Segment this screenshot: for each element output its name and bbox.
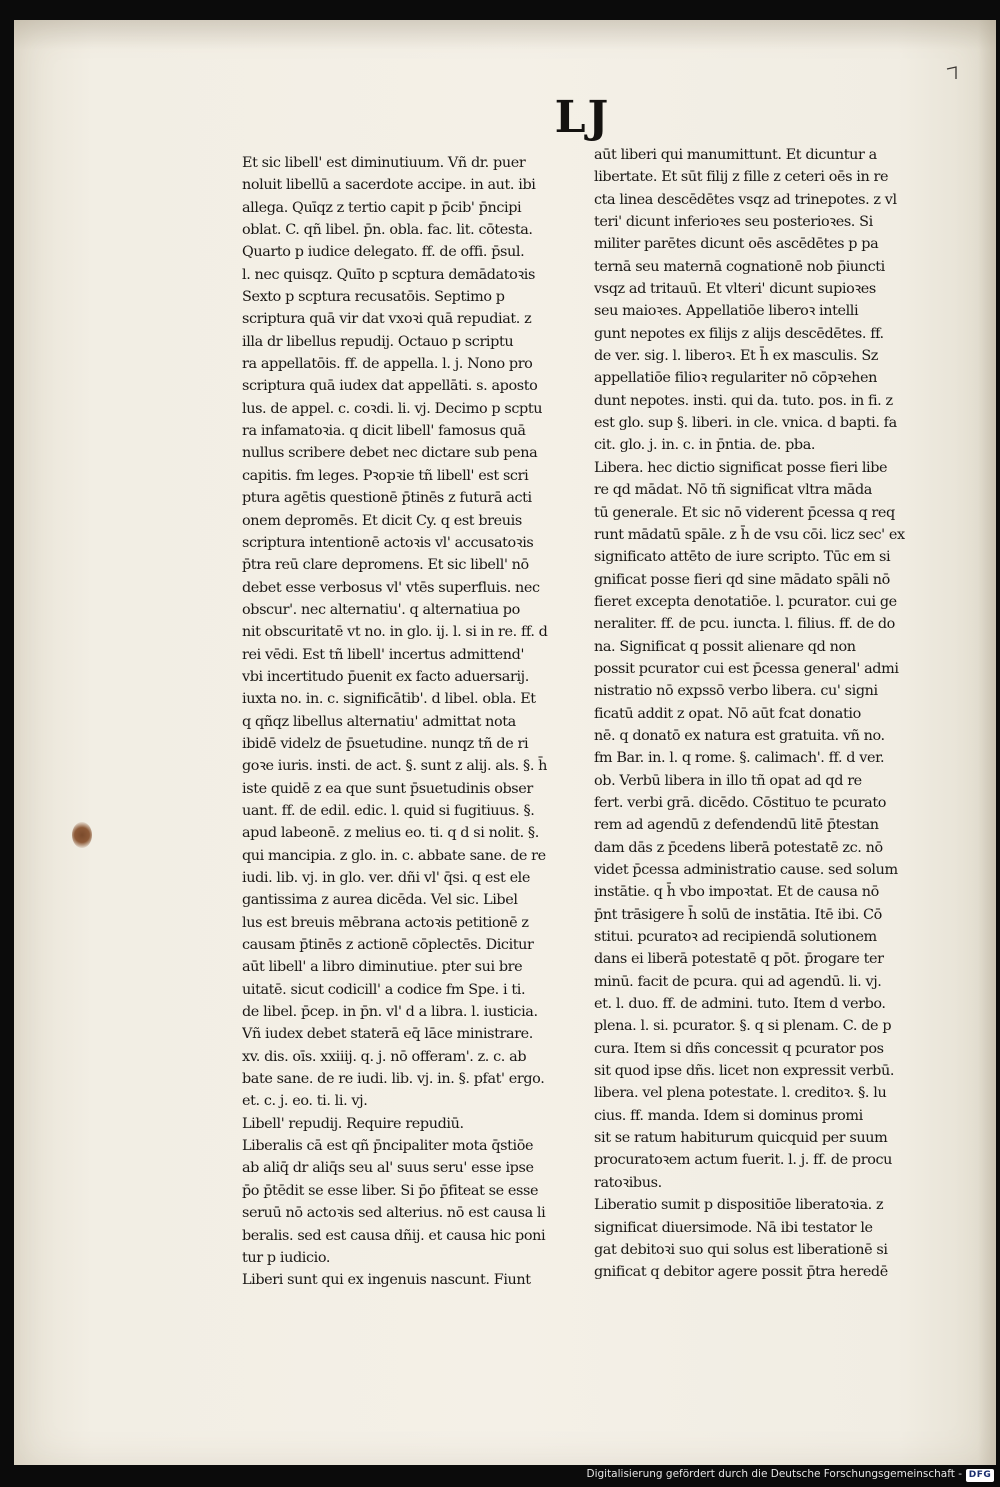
text-line: fieret excepta denotatiōe. l. pcurator. cui ge [594,593,897,610]
text-line: libera. vel plena potestate. l. creditoꝛ. §. lu [594,1085,887,1102]
text-line: ra appellatōis. ff. de appella. l. j. Nono pro [242,356,533,373]
text-line: vbi incertitudo p̄uenit ex facto aduersarij. [242,668,529,685]
text-line: runt mādatū spāle. z h̄ de vsu cōi. licz sec' ex [594,526,905,543]
text-line: sit se ratum habiturum quicquid per suum [594,1130,888,1147]
page-top-shadow [14,20,996,50]
text-line: uant. ff. de edil. edic. l. quid si fugitiuus. §. [242,802,535,819]
text-line: obscur'. nec alternatiu'. q alternatiua po [242,601,520,618]
text-line: de libel. p̄cep. in p̄n. vl' d a libra. l. iusticia. [242,1004,538,1021]
text-line: Liberalis cā est qñ p̄ncipaliter mota q̄stiōe [242,1138,534,1155]
text-line: et. l. duo. ff. de admini. tuto. Item d verbo. [594,996,886,1013]
text-line: bate sane. de re iudi. lib. vj. in. §. pfat' ergo. [242,1071,545,1088]
text-line: de ver. sig. l. liberoꝛ. Et h̄ ex masculis. Sz [594,348,878,365]
text-line: onem depromēs. Et dicit Cy. q est breuis [242,512,522,529]
text-line: p̄nt trāsigere h̄ solū de instātia. Itē ibi. Cō [594,906,882,923]
text-line: dam dās z p̄cedens liberā potestatē zc. nō [594,839,883,856]
text-line: cta linea descēdētes vsqz ad trinepotes. z vl [594,191,897,208]
text-line: plena. l. si. pcurator. §. q si plenam. C. de p [594,1018,892,1035]
text-line: iste quidē z ea que sunt p̄suetudinis obser [242,780,533,797]
text-line: iuxta no. in. c. significātib'. d libel. obla. Et [242,691,536,708]
text-line: nistratio nō expssō verbo libera. cu' signi [594,683,878,700]
text-line: cit. glo. j. in. c. in p̄ntia. de. pba. [594,437,816,454]
text-line: cius. ff. manda. Idem si dominus promi [594,1107,863,1124]
text-line: appellatiōe filioꝛ regulariter nō cōpꝛehen [594,370,877,387]
text-line: ab aliq̄ dr aliq̄s seu al' suus seru' esse ipse [242,1160,534,1177]
text-line: l. nec quisqz. Quīto p scptura demādatoꝛis [242,266,535,283]
text-line: libertate. Et sūt filij z fille z ceteri oēs in re [594,169,889,186]
text-line: Liberi sunt qui ex ingenuis nascunt. Fiunt [242,1272,531,1289]
left-text-column [242,152,596,1292]
text-line: capitis. fm leges. Pꝛopꝛie tñ libell' est scri [242,467,529,484]
text-line: apud labeonē. z melius eo. ti. q d si nolit. §. [242,825,539,842]
text-line: tū generale. Et sic nō viderent p̄cessa q req [594,504,895,521]
text-line: ternā seu maternā cognationē nob p̄iuncti [594,258,885,275]
text-line: ibidē videlz de p̄suetudine. nunqz tñ de ri [242,735,529,752]
text-line: fm Bar. in. l. q rome. §. calimach'. ff. d ver. [594,750,885,767]
text-line: gantissima z aurea dicēda. Vel sic. Libel [242,892,518,909]
text-line: Liberatio sumit p dispositiōe liberatoꝛia. z [594,1197,884,1214]
text-line: est glo. sup §. liberi. in cle. vnica. d bapti. fa [594,415,897,432]
text-line: scriptura quā vir dat vxoꝛi quā repudiat. z [242,311,532,328]
text-line: vsqz ad tritauū. Et vlteri' dicunt supioꝛes [594,281,876,298]
text-line: Sexto p scptura recusatōis. Septimo p [242,289,505,306]
text-line: beralis. sed est causa dñij. et causa hic poni [242,1227,546,1244]
text-line: lus est breuis mēbrana actoꝛis petitionē z [242,914,529,931]
text-line: videt p̄cessa administratio cause. sed solum [594,862,898,878]
text-line: seruū nō actoꝛis sed alterius. nō est causa li [242,1205,546,1222]
text-line: nit obscuritatē vt no. in glo. ij. l. si in re. ff. d [242,624,548,641]
text-line: re qd mādat. Nō tñ significat vltra māda [594,482,872,499]
text-line: ob. Verbū libera in illo tñ opat ad qd re [594,772,862,789]
text-line: noluit libellū a sacerdote accipe. in aut. ibi [242,177,536,194]
text-line: scriptura quā iudex dat appellāti. s. aposto [242,378,538,395]
text-line: dans ei liberā potestatē q pōt. p̄rogare ter [594,951,884,968]
text-line: ficatū addit z opat. Nō aūt fcat donatio [594,705,861,722]
text-line: Vñ iudex debet staterā eq̄ lāce ministrare. [242,1026,533,1043]
text-line: p̄tra reū clare depromens. Et sic libell' nō [242,557,529,574]
footer-bar [0,1465,1000,1487]
text-line: rei vēdi. Est tñ libell' incertus admittend' [242,646,525,663]
text-line: qui mancipia. z glo. in. c. abbate sane. de re [242,847,546,864]
text-line: gat debitoꝛi suo qui solus est liberationē si [594,1241,888,1258]
text-line: gnificat q debitor agere possit p̄tra heredē [594,1264,888,1281]
text-line: causam p̄tinēs z actionē cōplectēs. Dicitur [242,937,534,954]
text-line: cura. Item si dñs concessit q pcurator pos [594,1040,884,1057]
text-line: neraliter. ff. de pcu. iuncta. l. filius. ff. de do [594,616,895,633]
text-line: Quarto p iudice delegato. ff. de offi. p̄sul. [242,244,525,261]
text-line: Libell' repudij. Require repudiū. [242,1115,464,1132]
text-line: lus. de appel. c. coꝛdi. li. vj. Decimo p scptu [242,400,543,417]
text-line: ptura agētis questionē p̄tinēs z futurā acti [242,490,532,507]
ink-stain [72,822,92,848]
text-line: debet esse verbosus vl' vtēs superfluis. nec [242,579,540,596]
text-line: scriptura intentionē actoꝛis vl' accusatoꝛis [242,534,534,551]
text-line: minū. facit de pcura. qui ad agendū. li. vj. [594,973,882,990]
corner-mark-icon [946,66,958,80]
text-line: Et sic libell' est diminutiuum. Vñ dr. puer [242,155,526,171]
text-line: rem ad agendū z defendendū litē p̄testan [594,817,879,834]
text-line: ratoꝛibus. [594,1174,662,1191]
text-line: aūt liberi qui manumittunt. Et dicuntur a [594,147,877,163]
text-line: goꝛe iuris. insti. de act. §. sunt z alij. als. §. h̄ [242,758,548,775]
text-line: gnificat posse fieri qd sine mādato spāli nō [594,571,890,588]
text-line: instātie. q h̄ vbo impoꝛtat. Et de causa nō [594,884,879,901]
text-line: militer parētes dicunt oēs ascēdētes p pa [594,236,879,253]
text-line: uitatē. sicut codicill' a codice fm Spe. i ti. [242,981,526,998]
text-line: dunt nepotes. insti. qui da. tuto. pos. in fi. z [594,392,893,409]
right-text-column [594,144,954,1284]
digitization-credit: Digitalisierung gefördert durch die Deutsche Forschungsgemeinschaft - [586,1468,962,1480]
text-line: significato attēto de iure scripto. Tūc em si [594,549,891,566]
text-line: Libera. hec dictio significat posse fieri libe [594,459,888,476]
text-line: significat diuersimode. Nā ibi testator le [594,1219,873,1236]
text-line: et. c. j. eo. ti. li. vj. [242,1093,368,1110]
dfg-logo: DFG [966,1469,994,1482]
text-line: iudi. lib. vj. in glo. ver. dñi vl' q̄si. q est ele [242,870,530,886]
text-line: possit pcurator cui est p̄cessa general' admi [594,660,899,677]
text-line: procuratoꝛem actum fuerit. l. j. ff. de procu [594,1152,893,1169]
text-line: allega. Quīqz z tertio capit p p̄cib' p̄ncipi [242,199,522,216]
text-line: ra infamatoꝛia. q dicit libell' famosus quā [242,423,526,440]
text-line: oblat. C. qñ libel. p̄n. obla. fac. lit. cōtesta. [242,222,533,239]
text-line: gunt nepotes ex filijs z alijs descēdētes. ff. [594,325,884,342]
text-line: nē. q donatō ex natura est gratuita. vñ no. [594,727,885,744]
text-line: q qñqz libellus alternatiu' admittat nota [242,713,516,730]
text-line: aūt libell' a libro diminutiue. pter sui bre [242,959,523,976]
text-line: seu maioꝛes. Appellatiōe liberoꝛ intelli [594,303,859,320]
text-line: fert. verbi grā. dicēdo. Cōstituo te pcurato [594,794,887,811]
text-line: xv. dis. oīs. xxiiij. q. j. nō offeram'. z. c. ab [242,1048,527,1065]
folio-heading: LJ [554,92,611,143]
text-line: teri' dicunt inferioꝛes seu posterioꝛes. Si [594,214,873,231]
page-edge-shadow [978,20,996,1470]
text-line: stitui. pcuratoꝛ ad recipiendā solutionem [594,929,877,946]
text-line: illa dr libellus repudij. Octauo p scriptu [242,333,514,350]
text-line: tur p iudicio. [242,1249,331,1266]
text-line: p̄o p̄tēdit se esse liber. Si p̄o p̄fiteat se esse [242,1182,539,1199]
text-line: sit quod ipse dñs. licet non expressit verbū. [594,1063,895,1080]
text-line: na. Significat q possit alienare qd non [594,638,856,655]
text-line: nullus scribere debet nec dictare sub pena [242,445,538,462]
